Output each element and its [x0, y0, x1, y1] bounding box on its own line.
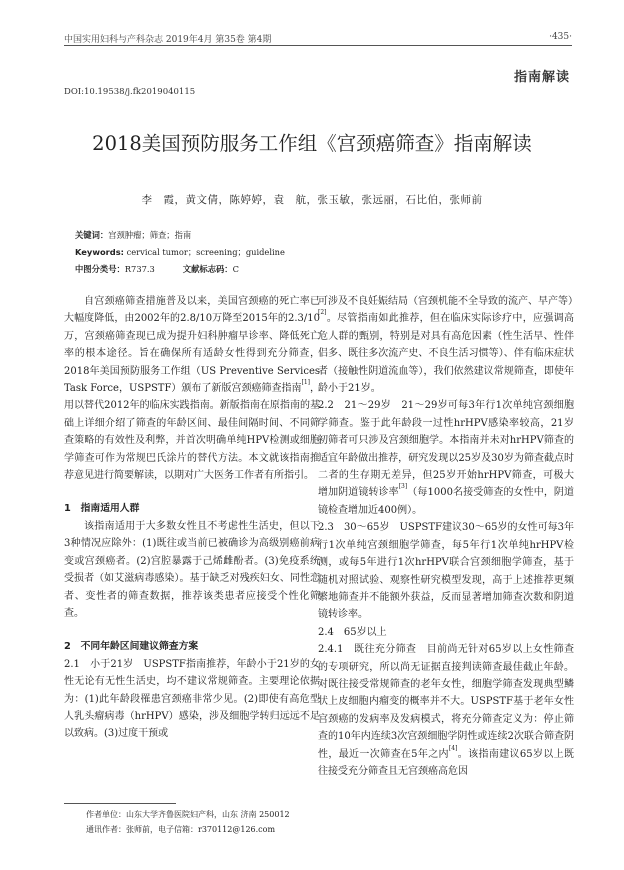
intro-text-1: 自宫颈癌筛查措施普及以来，美国宫颈癌的死亡率已大幅度降低，由2002年的2.8/10万降至2015年的2.3/10万，宫颈癌筛查现已成为提升妇科肿瘤早诊率、降低死亡率的根本途径。旨在确保所有适龄女性得到充分筛查，2018年美国预防服务工作组（US Preventive Services Task Force，USPSTF）颁布了新版宫颈癌筛查指南 — [64, 296, 320, 395]
section-2-1-paragraph: 2.1 小于21岁 USPSTF指南推荐，年龄小于21岁的女性无论有无性生活史，均不建议常规筛查。主要理论依据为：(1)此年龄段罹患宫颈癌非常少见。(2)即使有高危型人乳头瘤病毒（hrHPV）感染，涉及细胞学转归远远不足以致病。(3)过度干预或 — [64, 658, 320, 740]
ref-3: [3] — [398, 483, 408, 491]
keywords-cn-value: 宫颈肿瘤；筛查；指南 — [108, 230, 192, 240]
keywords-en-value: cervical tumor；screening；guideline — [123, 247, 285, 257]
section-2-3-paragraph: 2.3 30～65岁 USPSTF建议30～65岁的女性可每3年行1次单纯宫颈细胞学筛查，每5年行1次单纯hrHPV检测，或每5年进行1次hrHPV联合宫颈细胞学筛查，基于随机对照试验、观察性研究模型发现，高于上述推荐更频繁地筛查并不能额外获益，反而显著增加筛查次数和阴道镜转诊率。 — [318, 522, 574, 621]
article-title: 2018美国预防服务工作组《宫颈癌筛查》指南解读 — [92, 132, 532, 155]
class-value: R737.3 — [124, 264, 155, 274]
section-2-2-paragraph — [318, 397, 574, 519]
ref-1: [1] — [301, 379, 310, 387]
keywords-cn — [75, 229, 191, 241]
sec22-text-2: （每1000名接受筛查的女性中，阴道镜检查增加近400例）。 — [318, 487, 575, 516]
section-heading-2: 2 不同年龄区间建议筛查方案 — [64, 641, 199, 653]
keywords-en — [75, 246, 285, 258]
ref-4: [4] — [448, 744, 458, 752]
column-tag: 指南解读 — [513, 70, 570, 85]
section-1-paragraph: 该指南适用于大多数女性且不考虑性生活史，但以下3种情况应除外：(1)既往或当前已被确诊为高级别癌前病变或宫颈癌者。(2)宫腔暴露于己烯雌酚者。(3)免疫系统受损者（如艾滋病毒感染）。基于缺乏对残疾妇女、同性恋者、变性者的筛查数据，推荐该类患者应接受个性化筛查。 — [64, 520, 320, 619]
doi: DOI:10.19538/j.fk2019040115 — [64, 87, 196, 97]
keywords-cn-label: 关键词： — [75, 230, 109, 240]
sec22-text-1: 2.2 21～29岁 21～29岁可每3年行1次单纯宫颈细胞学筛查。鉴于此年龄段一过性hrHPV感染率较高，21岁初筛者可只涉及宫颈细胞学。本指南并未对hrHPV筛查的适宜年龄做出推荐，研究发现以25岁及30岁为筛查截点时二者的生存期无差异，但25岁开始hrHPV筛查，可极大增加阴道镜转诊率 — [318, 400, 574, 499]
cont-text-2: 。尽管指南如此推荐，但在临床实际诊疗中，应强调高危人群的甄别，特别是对具有高危因素（性生活早、性伴侣多、既往多次流产史、不良生活习惯等）、伴有临床症状者（接触性阴道流血等），我们依然建议常规筛查，即使年龄小于21岁。 — [318, 313, 574, 395]
section-2-1-continued — [318, 293, 578, 397]
author-list: 李 霞，黄文倩，陈婷婷，袁 航，张玉敏，张远丽，石比伯，张师前 — [141, 194, 483, 206]
intro-text-2: ，用以替代2012年的临床实践指南。新版指南在原指南的基础上详细介绍了筛查的年龄区间、最佳间隔时间、不同筛查策略的有效性及利弊，并首次明确单纯HPV检测或细胞学筛查可作为常规巴氏涂片的替代方法。本文就该指南推荐意见进行简要解读，以期对广大医务工作者有所指引。 — [64, 383, 321, 482]
section-heading-1: 1 指南适用人群 — [64, 503, 140, 515]
ref-2: [2] — [318, 309, 327, 317]
section-2-4-heading: 2.4 65岁以上 — [318, 626, 387, 638]
class-label: 中图分类号： — [75, 264, 125, 274]
sec241-text-1: 2.4.1 既往充分筛查 目前尚无针对65岁以上女性筛查的专项研究，所以尚无证据直接判读筛查最佳截止年龄。对既往接受常规筛查的老年女性，细胞学筛查发现典型鳞状上皮细胞内瘤变的概率并不大。USPSTF基于老年女性宫颈癌的发病率及发病模式，将充分筛查定义为：停止筛查的10年内连续3次宫颈细胞学阴性或连续2次联合筛查阴性，最近一次筛查在5年之内 — [318, 644, 574, 760]
journal-info: 中国实用妇科与产科杂志 2019年4月 第35卷 第4期 — [64, 35, 272, 45]
intro-paragraph — [64, 293, 320, 484]
cont-text-1: 可涉及不良妊娠结局（宫颈机能不全导致的流产、早产等） — [318, 296, 578, 307]
author-affiliation: 作者单位：山东大学齐鲁医院妇产科，山东 济南 250012 — [86, 810, 290, 819]
classification — [75, 263, 239, 275]
right-column — [318, 293, 578, 780]
doc-value: C — [232, 264, 239, 274]
sec241-text-2: 。该指南建议65岁以上既往接受充分筛查且无宫颈癌高危因 — [318, 748, 574, 777]
corresponding-author: 通讯作者：张师前，电子信箱：r370112@126.com — [86, 825, 276, 834]
footnote-divider — [64, 803, 176, 804]
page-number: ·435· — [549, 32, 572, 42]
doc-label: 文献标志码： — [182, 264, 233, 274]
section-2-4-1-paragraph — [318, 641, 574, 780]
keywords-en-label: Keywords: — [75, 247, 124, 257]
running-header — [64, 29, 572, 46]
left-column — [64, 293, 320, 743]
